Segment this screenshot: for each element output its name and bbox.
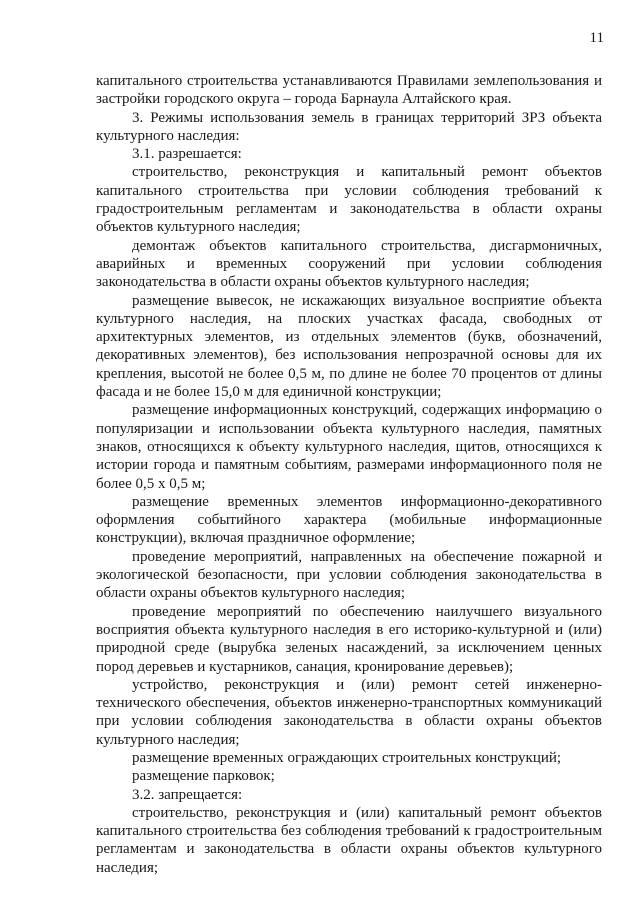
paragraph-allowed-temporary-fencing: размещение временных ограждающих строительных конструкций; (132, 749, 562, 766)
paragraph-allowed-info-structures: размещение информационных конструкций, содержащих информацию о популяризации и использовании объекта культурного наследия, памятных знаков, относящихся к объекту культурного наследия, щитов, относящихся к истории города и памятным событиям, размерами информационного поля не более 0,5 х 0,5 м; (96, 402, 602, 492)
paragraph-allowed-parking: размещение парковок; (132, 768, 275, 785)
paragraph-section-3-heading: 3. Режимы использования земель в границах территорий ЗРЗ объекта культурного наследия: (96, 109, 602, 144)
paragraph-allowed-signage: размещение вывесок, не искажающих визуальное восприятие объекта культурного наследия, на плоских участках фасада, свободных от архитектурных элементов, из отдельных элементов (букв, обозначений, декоративных элементов), без использования непрозрачной основы для их крепления, высотой не более 0,5 м, по длине не более 70 процентов от длины фасада и не более 15,0 м для единичной конструкции; (96, 292, 602, 401)
page-number: 11 (589, 30, 604, 46)
paragraph-continuation: капитального строительства устанавливаются Правилами землепользования и застройки городского округа – города Барнаула Алтайского края. (96, 73, 602, 108)
paragraph-prohibited-construction: строительство, реконструкция и (или) капитальный ремонт объектов капитального строительства без соблюдения требований к градостроительным регламентам и законодательства в области охраны объектов культурного наследия; (96, 804, 602, 876)
paragraph-section-3-2-heading: 3.2. запрещается: (132, 786, 243, 803)
paragraph-allowed-fire-safety: проведение мероприятий, направленных на обеспечение пожарной и экологической безопасности, при условии соблюдения законодательства в области охраны объектов культурного наследия; (96, 548, 602, 602)
paragraph-allowed-utility-networks: устройство, реконструкция и (или) ремонт сетей инженерно-технического обеспечения, объектов инженерно-транспортных коммуникаций при условии соблюдения законодательства в области охраны объектов культурного наследия; (96, 676, 602, 748)
paragraph-allowed-construction: строительство, реконструкция и капитальный ремонт объектов капитального строительства при условии соблюдения требований к градостроительным регламентам и законодательства в области охраны объектов культурного наследия; (96, 164, 602, 236)
paragraph-allowed-demolition: демонтаж объектов капитального строительства, дисгармоничных, аварийных и временных сооружений при условии соблюдения законодательства в области охраны объектов культурного наследия; (96, 237, 602, 291)
paragraph-section-3-1-heading: 3.1. разрешается: (132, 146, 242, 163)
document-body (96, 72, 602, 877)
paragraph-allowed-temporary-decor: размещение временных элементов информационно-декоративного оформления событийного характера (мобильные информационные конструкции), включая праздничное оформление; (96, 493, 602, 547)
paragraph-allowed-visual-perception: проведение мероприятий по обеспечению наилучшего визуального восприятия объекта культурного наследия в его историко-культурной и (или) природной среде (вырубка зеленых насаждений, за исключением ценных пород деревьев и кустарников, санация, кронирование деревьев); (96, 603, 602, 675)
